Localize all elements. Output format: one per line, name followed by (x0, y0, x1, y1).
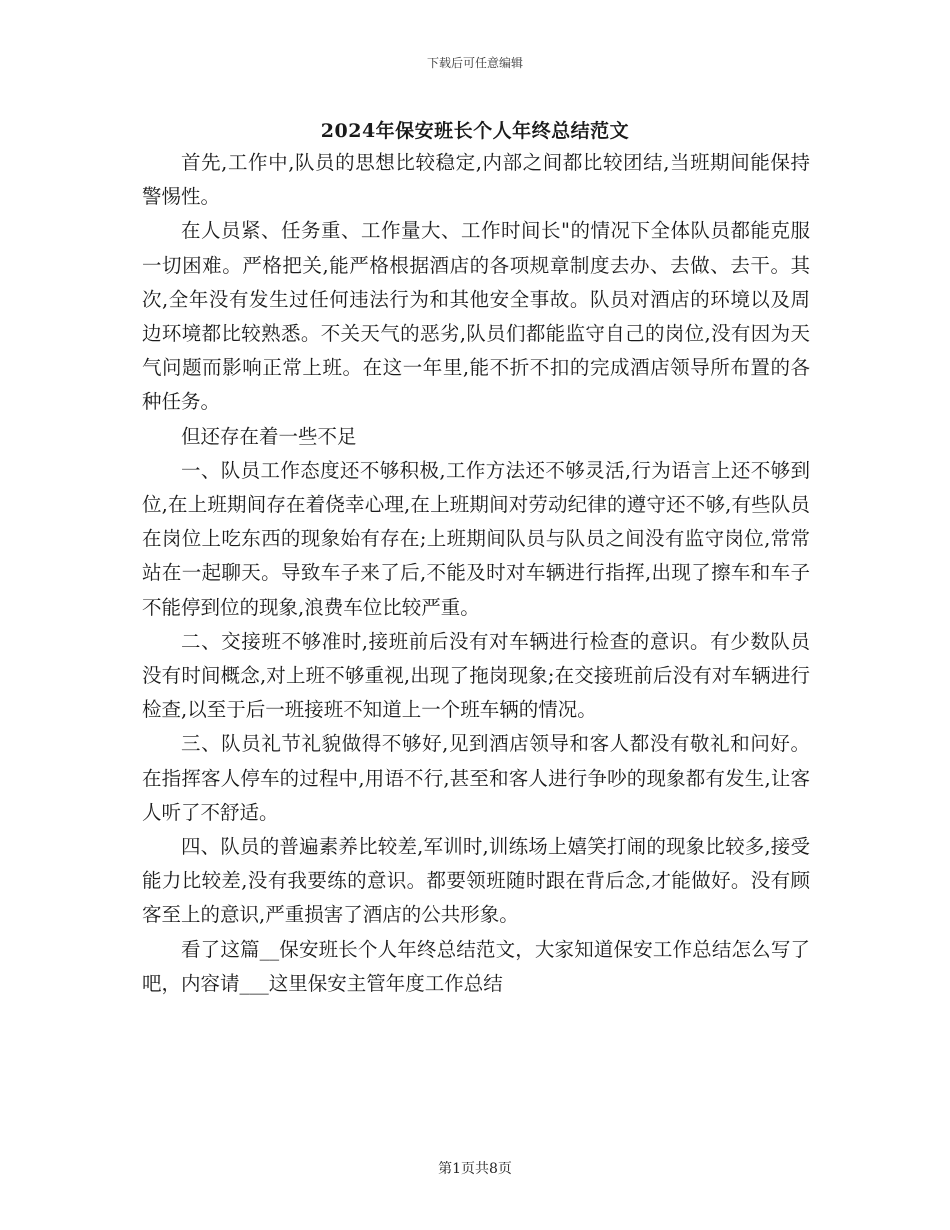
paragraph-point-two: 二、交接班不够准时,接班前后没有对车辆进行检查的意识。有少数队员没有时间概念,对上班不够重视,出现了拖岗现象;在交接班前后没有对车辆进行检查,以至于后一班接班不知道上一个班车辆的情况。 (142, 629, 810, 722)
paragraph-point-three: 三、队员礼节礼貌做得不够好,见到酒店领导和客人都没有敬礼和问好。在指挥客人停车的过程中,用语不行,甚至和客人进行争吵的现象都有发生,让客人听了不舒适。 (142, 732, 810, 824)
paragraph-achievements: 在人员紧、任务重、工作量大、工作时间长"的情况下全体队员都能克服一切困难。严格把关,能严格根据酒店的各项规章制度去办、去做、去干。其次,全年没有发生过任何违法行为和其他安全事故。队员对酒店的环境以及周边环境都比较熟悉。不关天气的恶劣,队员们都能监守自己的岗位,没有因为天气问题而影响正常上班。在这一年里,能不折不扣的完成酒店领导所布置的各种任务。 (142, 219, 810, 414)
document-body (142, 146, 810, 1001)
paragraph-point-one: 一、队员工作态度还不够积极,工作方法还不够灵活,行为语言上还不够到位,在上班期间存在着侥幸心理,在上班期间对劳动纪律的遵守还不够,有些队员在岗位上吃东西的现象始有存在;上班期间队员与队员之间没有监守岗位,常常站在一起聊天。导致车子来了后,不能及时对车辆进行指挥,出现了擦车和车子不能停到位的现象,浪费车位比较严重。 (142, 458, 810, 619)
paragraph-shortcomings-heading: 但还存在着一些不足 (181, 424, 357, 448)
paragraph-intro: 首先,工作中,队员的思想比较稳定,内部之间都比较团结,当班期间能保持警惕性。 (142, 151, 810, 209)
paragraph-closing: 看了这篇__保安班长个人年终总结范文，大家知道保安工作总结怎么写了吧，内容请___这里保安主管年度工作总结 (142, 937, 810, 995)
download-note: 下载后可任意编辑 (426, 56, 523, 70)
paragraph-point-four: 四、队员的普遍素养比较差,军训时,训练场上嬉笑打闹的现象比较多,接受能力比较差,没有我要练的意识。都要领班随时跟在背后念,才能做好。没有顾客至上的意识,严重损害了酒店的公共形象。 (142, 835, 810, 927)
page-number: 第1页共8页 (438, 1161, 512, 1177)
document-title: 2024年保安班长个人年终总结范文 (320, 120, 630, 142)
